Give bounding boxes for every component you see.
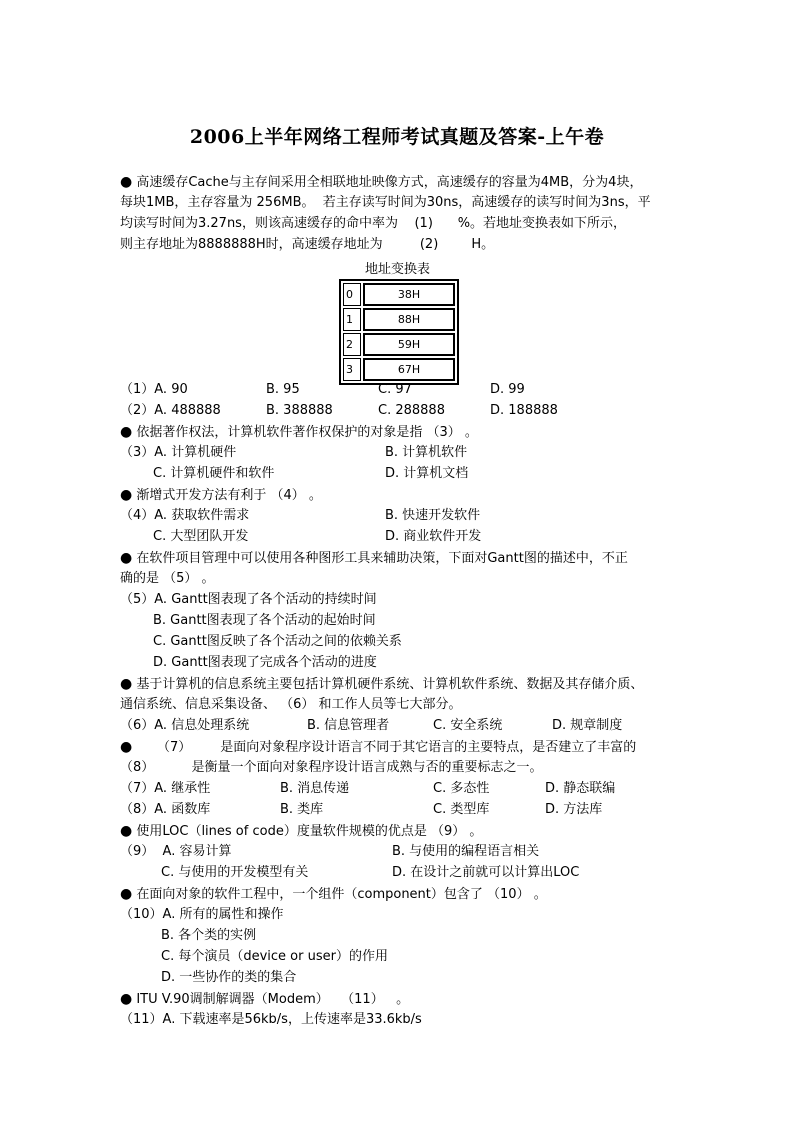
q1-option-a: （1）A. 90: [120, 382, 188, 397]
q3-option-b: B. 计算机软件: [385, 445, 468, 460]
page-title: 2006上半年网络工程师考试真题及答案-上午卷: [189, 126, 605, 148]
q5-option-c: C. Gantt图反映了各个活动之间的依赖关系: [153, 634, 402, 649]
q9-option-c: C. 与使用的开发模型有关: [161, 865, 309, 880]
address-mapping-table: [339, 279, 459, 385]
q8-option-b: B. 类库: [280, 802, 324, 817]
table-index: 0: [343, 283, 361, 306]
q2-option-d: D. 188888: [490, 403, 558, 418]
table-row: [343, 283, 455, 306]
table-value: 88H: [363, 308, 455, 331]
table-row: [343, 333, 455, 356]
q2-option-b: B. 388888: [266, 403, 333, 418]
q1-option-c: C. 97: [378, 382, 412, 397]
q2-option-a: （2）A. 488888: [120, 403, 221, 418]
q10-option-d: D. 一些协作的类的集合: [161, 970, 297, 985]
q6-line-2: 通信系统、信息采集设备、 （6） 和工作人员等七大部分。: [120, 697, 462, 712]
bullet-icon: ●: [120, 739, 133, 755]
q6-option-a: （6）A. 信息处理系统: [120, 718, 250, 733]
q8-option-c: C. 类型库: [433, 802, 490, 817]
q1-line-2: 每块1MB，主存容量为 256MB。 若主存读写时间为30ns，高速缓存的读写时间为3ns，平: [120, 195, 651, 210]
q11-stem: ● ITU V.90调制解调器（Modem） （11） 。: [120, 991, 410, 1007]
q4-option-a: （4）A. 获取软件需求: [120, 508, 250, 523]
q5-line-2: 确的是 （5） 。: [120, 571, 215, 586]
q3-stem: ● 依据著作权法，计算机软件著作权保护的对象是指 （3） 。: [120, 424, 478, 440]
q9-option-a: （9） A. 容易计算: [120, 844, 232, 859]
q3-option-a: （3）A. 计算机硬件: [120, 445, 237, 460]
q3-option-c: C. 计算机硬件和软件: [153, 466, 275, 481]
q7-option-b: B. 消息传递: [280, 781, 350, 796]
q7-option-d: D. 静态联编: [545, 781, 616, 796]
table-row: [343, 358, 455, 381]
table-row: [343, 308, 455, 331]
q6-option-c: C. 安全系统: [433, 718, 503, 733]
q10-option-b: B. 各个类的实例: [161, 928, 257, 943]
q4-stem: ● 渐增式开发方法有利于 （4） 。: [120, 487, 322, 503]
q4-option-d: D. 商业软件开发: [385, 529, 482, 544]
q9-option-d: D. 在设计之前就可以计算出LOC: [392, 865, 580, 880]
table-index: 3: [343, 358, 361, 381]
table-index: 2: [343, 333, 361, 356]
bullet-icon: ●: [120, 550, 133, 566]
q10-stem: ● 在面向对象的软件工程中，一个组件（component）包含了 （10） 。: [120, 886, 547, 902]
q9-stem: ● 使用LOC（lines of code）度量软件规模的优点是 （9） 。: [120, 823, 483, 839]
table-value: 67H: [363, 358, 455, 381]
table-value: 59H: [363, 333, 455, 356]
q5-line-1: ● 在软件项目管理中可以使用各种图形工具来辅助决策，下面对Gantt图的描述中，不正: [120, 550, 628, 566]
q10-option-c: C. 每个演员（device or user）的作用: [161, 949, 388, 964]
q3-option-d: D. 计算机文档: [385, 466, 469, 481]
q11-option-a: （11）A. 下载速率是56kb/s，上传速率是33.6kb/s: [120, 1012, 422, 1027]
q7-line-2: （8） 是衡量一个面向对象程序设计语言成熟与否的重要标志之一。: [120, 760, 543, 775]
q1-option-d: D. 99: [490, 382, 525, 397]
table-value: 38H: [363, 283, 455, 306]
q8-option-d: D. 方法库: [545, 802, 603, 817]
q7-line-1: ● （7） 是面向对象程序设计语言不同于其它语言的主要特点，是否建立了丰富的: [120, 739, 637, 755]
bullet-icon: ●: [120, 424, 133, 440]
q8-option-a: （8）A. 函数库: [120, 802, 211, 817]
q9-option-b: B. 与使用的编程语言相关: [392, 844, 540, 859]
bullet-icon: ●: [120, 991, 133, 1007]
q10-option-a: （10）A. 所有的属性和操作: [120, 907, 284, 922]
q4-option-b: B. 快速开发软件: [385, 508, 481, 523]
q6-option-d: D. 规章制度: [552, 718, 623, 733]
q1-line-3: 均读写时间为3.27ns，则该高速缓存的命中率为 (1) %。若地址变换表如下所示，: [120, 216, 627, 231]
q7-option-a: （7）A. 继承性: [120, 781, 211, 796]
bullet-icon: ●: [120, 174, 133, 190]
q5-option-a: （5）A. Gantt图表现了各个活动的持续时间: [120, 592, 377, 607]
q5-option-b: B. Gantt图表现了各个活动的起始时间: [153, 613, 376, 628]
q1-line-1: ● 高速缓存Cache与主存间采用全相联地址映像方式，高速缓存的容量为4MB，分为4块，: [120, 174, 643, 190]
table-caption: 地址变换表: [364, 262, 430, 277]
q2-option-c: C. 288888: [378, 403, 445, 418]
q7-option-c: C. 多态性: [433, 781, 490, 796]
q6-line-1: ● 基于计算机的信息系统主要包括计算机硬件系统、计算机软件系统、数据及其存储介质、: [120, 676, 644, 692]
q1-option-b: B. 95: [266, 382, 300, 397]
q6-option-b: B. 信息管理者: [307, 718, 390, 733]
q1-line-4: 则主存地址为8888888H时，高速缓存地址为 (2) H。: [120, 237, 495, 252]
table-index: 1: [343, 308, 361, 331]
q5-option-d: D. Gantt图表现了完成各个活动的进度: [153, 655, 377, 670]
q4-option-c: C. 大型团队开发: [153, 529, 249, 544]
bullet-icon: ●: [120, 823, 133, 839]
bullet-icon: ●: [120, 886, 133, 902]
bullet-icon: ●: [120, 676, 133, 692]
bullet-icon: ●: [120, 487, 133, 503]
